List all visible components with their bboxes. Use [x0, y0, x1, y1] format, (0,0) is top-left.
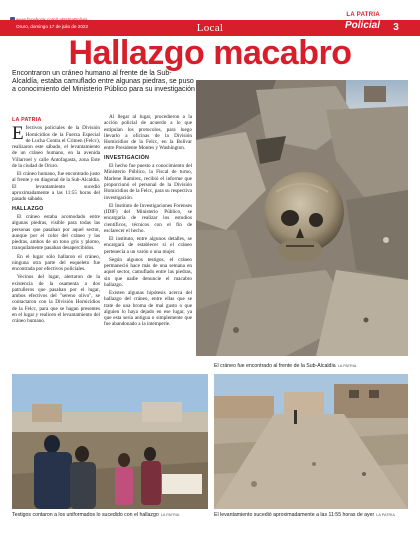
caption-text: El cráneo fue encontrado al frente de la Sub-Alcaldía [214, 363, 336, 369]
paragraph: El cráneo estaba acomodado entre algunas piedras, visible para todas las personas que pasaban por aquel sector, aunque por el color del cráneo y las piedras, ambos de un tono gris y plomo, tranquilamente pasaban desapercibidos. [12, 213, 100, 252]
paragraph: El instituto, entre algunos detalles, se encargará de establecer si el cráneo pertenecía a un varón o una mujer. [104, 235, 192, 255]
paragraph: El hecho fue puesto a conocimiento del Ministerio Público, la Fiscal de turno, Marlene Ramírez, recibió el informe que proporcionó el personal de la División Homicidios de la Felcc, para su respectiva investigación. [104, 163, 192, 201]
paragraph: El cráneo humano, fue encontrado justo al frente y en diagonal de la Sub-Alcaldía. El levantamiento sucedió aproximadamente a las 11:55 horas del pasado sábado. [12, 171, 100, 203]
photo-credit: LA PATRIA [376, 513, 395, 517]
drop-cap: E [12, 123, 24, 145]
caption-skull [214, 363, 356, 369]
photo-credit: LA PATRIA [337, 364, 357, 368]
paragraph: En el lugar sólo hallaron el cráneo, ninguna otra parte del esqueleto fue encontrada por efectivos policiales. [12, 253, 100, 273]
paragraph: Existen algunas hipótesis acerca del hallazgo del cráneo, entre ellas que se trate de una broma de mal gusto o que alguien lo haya dejado en ese lugar, ya que esta sería antigua o simplemente que fue abandonado a la intemperie. [104, 289, 192, 328]
paragraph: Vecinos del lugar, alertaron de la existencia de la osamenta a dos patrulleros que pasaban por el lugar, ambos efectivos del "sereno olivo", se contactaron con la División Homicidios de la Felcc, para que se hagan presentes en el lugar y realicen el levantamiento del cráneo humano. [12, 274, 100, 325]
caption-police [12, 512, 179, 518]
skull-photo [196, 80, 408, 356]
subhead-investigacion: INVESTIGACIÓN [104, 154, 150, 161]
brand-name: LA PATRIA [346, 12, 380, 18]
byline: LA PATRIA [12, 117, 42, 123]
page-number: 3 [393, 22, 399, 33]
lead-paragraph: Encontraron un cráneo humano al frente de la Sub-Alcaldía, estaba camuflado entre algunas piedras, se puso a conocimiento del Ministerio Público para su investigación [12, 70, 195, 94]
paragraph: Al llegar al lugar, procedieron a la acción policial de acuerdo a lo que estipulan los protocolos, para luego llevarlo a oficinas de la División Homicidios de la Felcc, en la Bolívar entre Presidente Montes y Washington. [104, 114, 192, 152]
caption-text: El levantamiento sucedió aproximadamente a las 11:55 horas de ayer [214, 512, 375, 518]
paragraph: Según algunos testigos, el cráneo permaneció hace más de una semana en aquel sector, camuflado entre las piedras, sin que nadie denuncie el macabro hallazgo. [104, 256, 192, 288]
photo-credit: LA PATRIA [160, 513, 180, 517]
headline: Hallazgo macabro [68, 34, 352, 72]
brand-logo [316, 12, 386, 36]
caption-street [214, 512, 395, 518]
section-title: Local [196, 22, 224, 34]
paragraph [12, 125, 100, 169]
caption-text: Testigos contaron a los uniformados lo sucedido con el hallazgo [12, 512, 159, 518]
brand-section: Policial [344, 20, 380, 31]
subhead-hallazgo: HALLAZGO [12, 205, 44, 212]
police-witnesses-photo [12, 374, 208, 509]
street-scene-photo [214, 374, 408, 509]
paragraph: El Instituto de Investigaciones Forenses (IDIF) del Ministerio Público, se encargaría de realizar los estudios científicos, técnicos con el fin de esclarecer el hecho. [104, 202, 192, 234]
paragraph-text: fectivos policiales de la División Homicidios de la Fuerza Especial de Lucha Contra el Crimen (Felcc), realizaron este sábado, el levantamiento de un cráneo humano, en la avenida Villarroel y calle Antofagasta, zona Este de la ciudad de Oruro. [12, 125, 100, 170]
issue-date: Oruro, domingo 17 de julio de 2022 [16, 24, 89, 29]
